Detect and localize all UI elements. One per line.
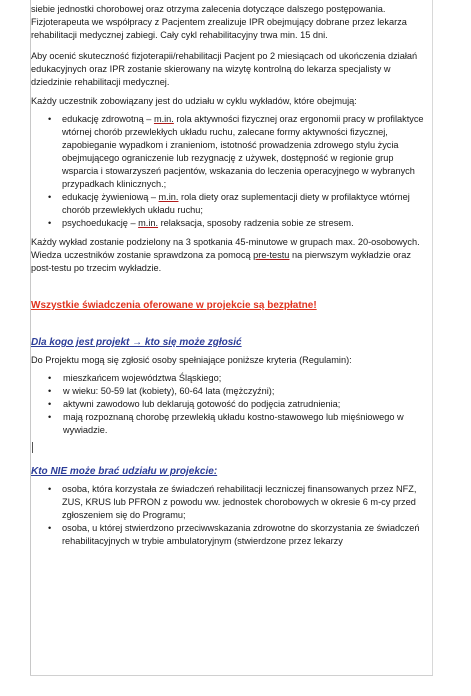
page-right-edge [432,0,433,676]
lectures-list [31,113,432,231]
paragraph-lecture-format [31,236,432,275]
document-page[interactable] [31,0,432,548]
heading-text: Wszystkie świadczenia oferowane w projekcie są bezpłatne! [31,299,317,311]
list-item-lead: psychoedukację – [62,218,139,229]
list-item: • mają rozpoznaną chorobę przewlekłą układu kostno-stawowego lub mięśniowego w wywiadzie. [31,411,432,437]
list-item: • mieszkańcem województwa Śląskiego; [31,372,432,385]
list-item-lead: edukację zdrowotną – [62,113,154,124]
list-item: • w wieku: 50-59 lat (kobiety), 60-64 lata (mężczyźni); [31,385,432,398]
list-item [31,217,432,230]
text-cursor-line[interactable] [31,442,432,457]
list-item: • aktywni zawodowo lub deklarują gotowość do podjęcia zatrudnienia; [31,398,432,411]
list-item: • osoba, u której stwierdzono przeciwwskazania zdrowotne do skorzystania ze świadczeń rehabilitacyjnych w trybie ambulatoryjnym (stwierdzone przez lekarzy [31,522,432,548]
list-item: • osoba, która korzystała ze świadczeń rehabilitacji leczniczej finansowanych przez NFZ, ZUS, KRUS lub PFRON z powodu ww. jednostek chorobowych w okresie 6 m-cy przed zgłoszeniem się do Programu; [31,483,432,522]
list-item-text: rola diety oraz suplementacji diety w profilaktyce wtórnej chorób przewlekłych układu ruchu; [62,192,410,216]
spellcheck-underlined-word: m.in. [153,113,174,124]
exclusions-list [31,483,432,548]
list-item-text: relaksacja, sposoby radzenia sobie ze stresem. [158,218,354,229]
spellcheck-underlined-word: m.in. [158,192,179,203]
heading-text: Kto NIE może brać udziału w projekcie: [31,465,218,477]
spellcheck-underlined-word: pre-testu [253,249,290,260]
page-bottom-edge [30,675,433,676]
text-cursor [32,442,33,453]
list-item [31,191,432,217]
list-item-text: rola aktywności fizycznej oraz ergonomii pracy w profilaktyce wtórnej chorób przewlekłych układu ruchu, zalecane formy aktywności fizycznej, zapobieganie wypadkom i zranieniom, istotność prowadzenia zdrowego stylu życia obejmującego ograniczenie lub rezygnację z używek, dostępność w regionie grup wsparcia i stowarzyszeń pacjentów, wskazania do leczenia operacyjnego w wybranych przypadkach klinicznych.; [62,113,424,190]
who-can-apply-heading [31,336,432,349]
paragraph-lectures-intro: Każdy uczestnik zobowiązany jest do udziału w cyklu wykładów, które obejmują: [31,95,357,106]
paragraph-rehab-cycle: siebie jednostki chorobowej oraz otrzyma zalecenia dotyczące dalszego postępowania. Fizjoterapeuta we współpracy z Pacjentem zrealizuje IPR obejmujący dobrane przez lekarza rehabilitacji medycznej zabiegi. Cały cykl rehabilitacyjny trwa min. 15 dni. [31,4,407,41]
heading-text: Dla kogo jest projekt → kto się może zgłosić [31,336,242,348]
list-item [31,113,432,192]
spellcheck-underlined-word: m.in. [138,218,159,229]
list-item-lead: edukację żywieniową – [62,192,159,203]
who-cannot-apply-heading [31,465,432,478]
free-services-heading [31,299,432,312]
criteria-list [31,372,432,437]
paragraph-text: Każdy wykład zostanie podzielony na 3 spotkania 45-minutowe w grupach max. 20-osobowych. Wiedza uczestników zostanie sprawdzona za pomocą [31,236,420,260]
paragraph-assessment: Aby ocenić skuteczność fizjoterapii/rehabilitacji Pacjent po 2 miesiącach od ukończenia działań edukacyjnych oraz IPR zostanie skierowany na wizytę kontrolną do lekarza specjalisty w dziedzinie rehabilitacji medycznej. [31,51,418,88]
criteria-intro: Do Projektu mogą się zgłosić osoby spełniające poniższe kryteria (Regulamin): [31,354,352,365]
paragraph-text: na pierwszym wykładzie oraz post-testu po trzecim wykładzie. [31,249,411,273]
